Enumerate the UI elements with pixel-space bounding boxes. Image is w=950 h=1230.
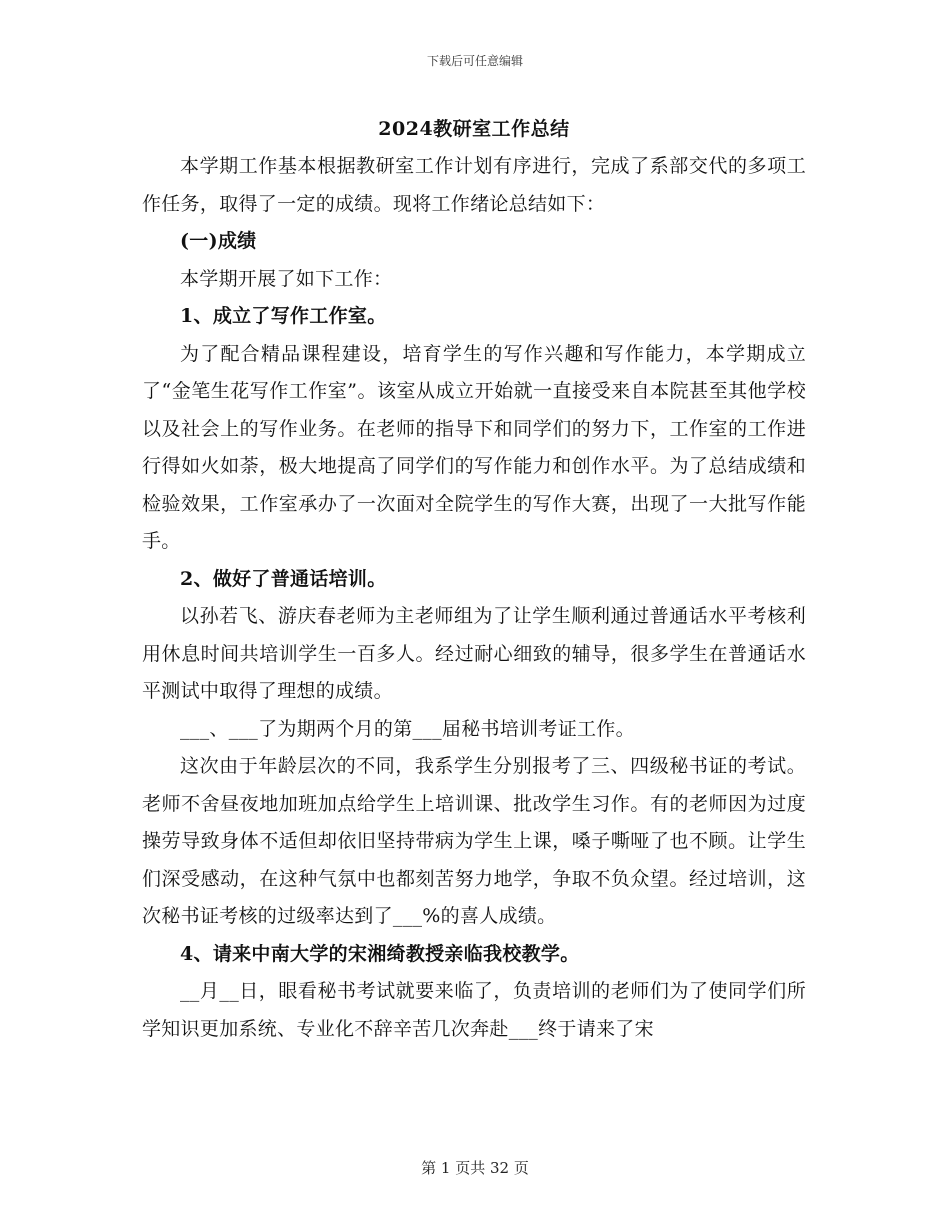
section-heading-achievements: (一)成绩 — [180, 230, 257, 252]
document-body — [142, 112, 806, 1048]
page-footer: 第 1 页共 32 页 — [421, 1159, 529, 1177]
paragraph: ___、___了为期两个月的第___届秘书培训考证工作。 — [180, 717, 635, 740]
paragraph: __月__日，眼看秘书考试就要来临了，负责培训的老师们为了使同学们所学知识更加系统、专业化不辞辛苦几次奔赴___终于请来了宋 — [142, 980, 806, 1040]
document-title: 2024教研室工作总结 — [378, 118, 570, 140]
paragraph: 为了配合精品课程建设，培育学生的写作兴趣和写作能力，本学期成立了“金笔生花写作工作室”。该室从成立开始就一直接受来自本院甚至其他学校以及社会上的写作业务。在老师的指导下和同学们的努力下，工作室的工作进行得如火如荼，极大地提高了同学们的写作能力和创作水平。为了总结成绩和检验效果，工作室承办了一次面对全院学生的写作大赛，出现了一大批写作能手。 — [142, 342, 806, 552]
item-heading-1: 1、成立了写作工作室。 — [180, 305, 387, 327]
intro-paragraph: 本学期工作基本根据教研室工作计划有序进行，完成了系部交代的多项工作任务，取得了一定的成绩。现将工作绪论总结如下： — [142, 155, 806, 215]
page-header: 下载后可任意编辑 — [426, 54, 523, 68]
item-heading-4: 4、请来中南大学的宋湘绮教授亲临我校教学。 — [180, 942, 580, 965]
paragraph: 以孙若飞、游庆春老师为主老师组为了让学生顺利通过普通话水平考核利用休息时间共培训学生一百多人。经过耐心细致的辅导，很多学生在普通话水平测试中取得了理想的成绩。 — [142, 605, 806, 702]
paragraph: 本学期开展了如下工作： — [180, 267, 393, 290]
item-heading-2: 2、做好了普通话培训。 — [180, 567, 387, 590]
paragraph: 这次由于年龄层次的不同，我系学生分别报考了三、四级秘书证的考试。老师不舍昼夜地加班加点给学生上培训课、批改学生习作。有的老师因为过度操劳导致身体不适但却依旧坚持带病为学生上课，嗓子嘶哑了也不顾。让学生们深受感动，在这种气氛中也都刻苦努力地学，争取不负众望。经过培训，这次秘书证考核的过级率达到了___%的喜人成绩。 — [142, 755, 806, 927]
